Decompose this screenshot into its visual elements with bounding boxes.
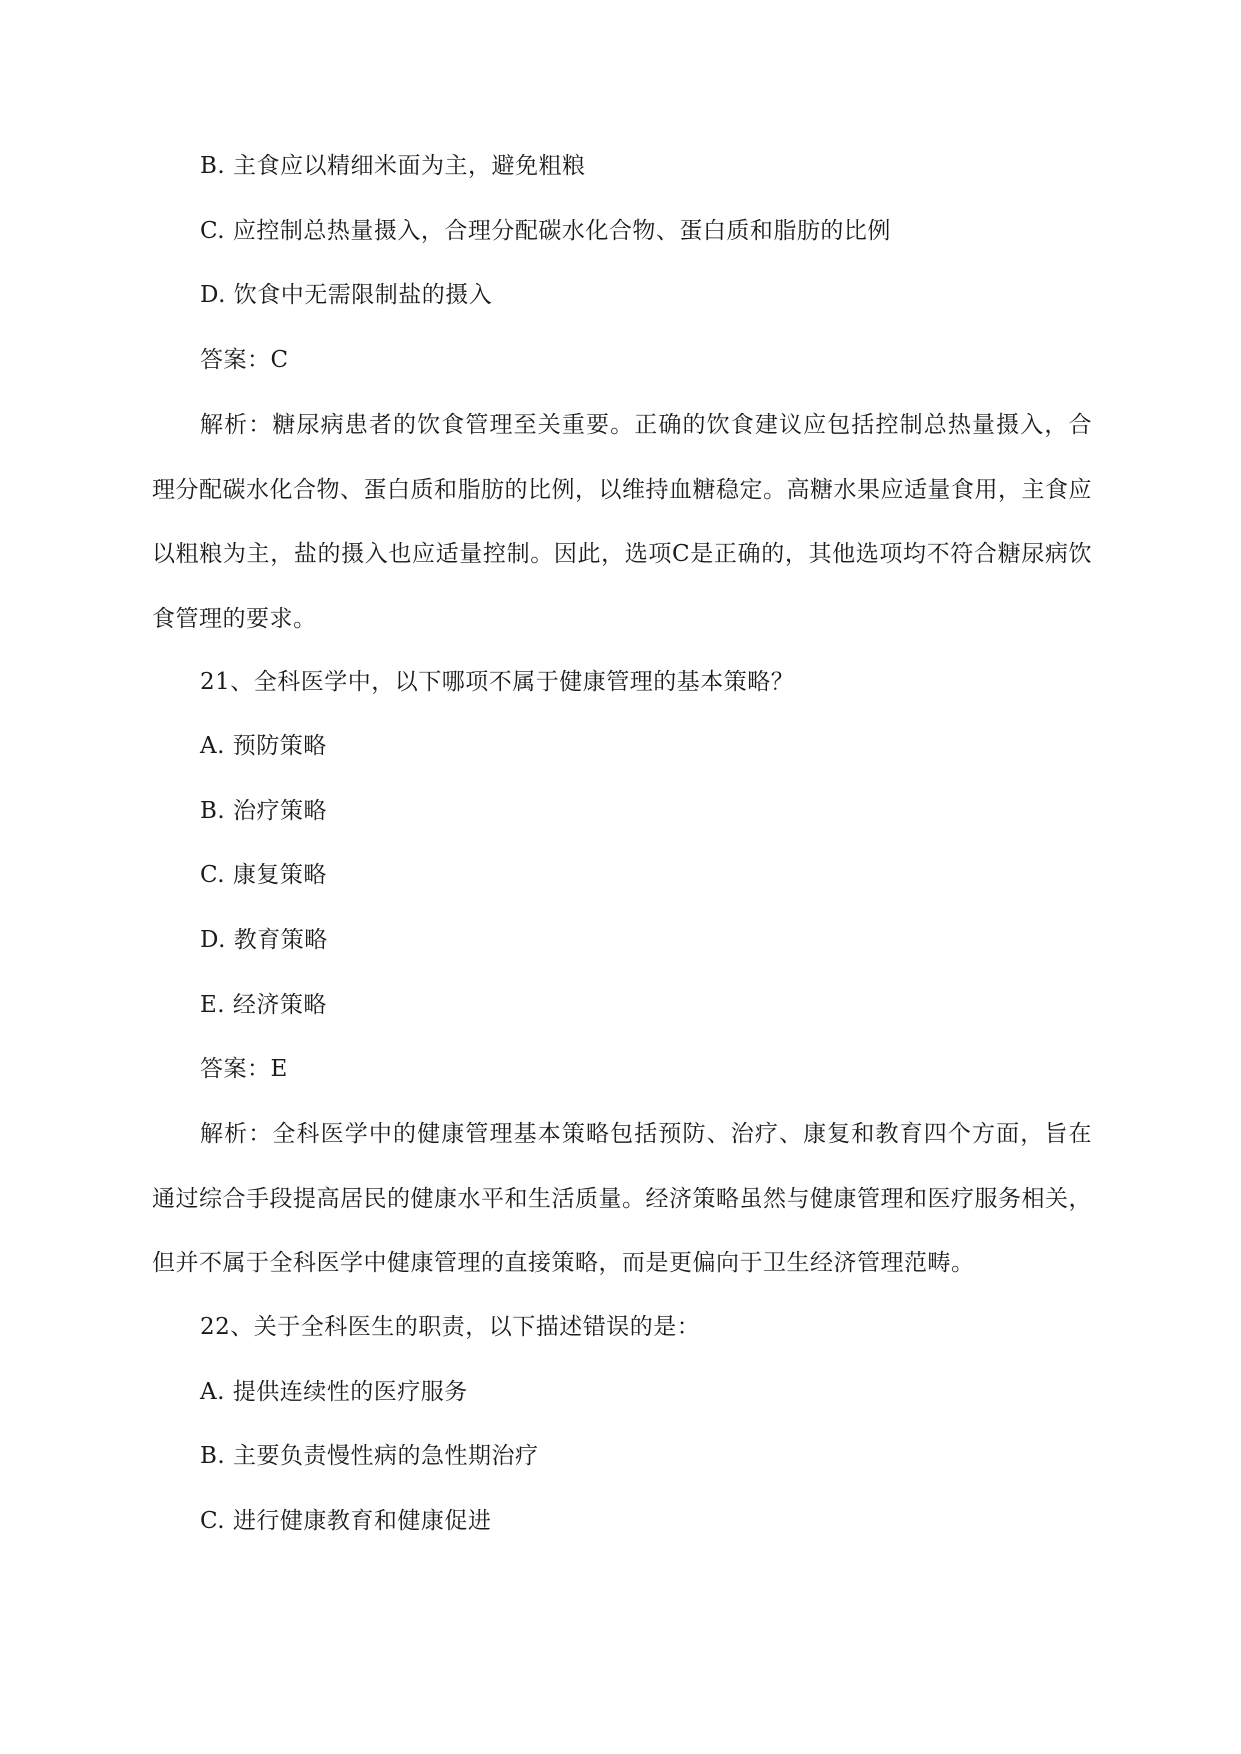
q20-option-d: D. 饮食中无需限制盐的摄入	[200, 282, 493, 308]
q21-answer: 答案：E	[200, 1056, 288, 1082]
q21-analysis: 解析：全科医学中的健康管理基本策略包括预防、治疗、康复和教育四个方面，旨在通过综合手段提高居民的健康水平和生活质量。经济策略虽然与健康管理和医疗服务相关，但并不属于全科医学中健康管理的直接策略，而是更偏向于卫生经济管理范畴。	[152, 1121, 1092, 1276]
q20-option-c: C. 应控制总热量摄入，合理分配碳水化合物、蛋白质和脂肪的比例	[200, 218, 891, 244]
q20-analysis: 解析：糖尿病患者的饮食管理至关重要。正确的饮食建议应包括控制总热量摄入，合理分配碳水化合物、蛋白质和脂肪的比例，以维持血糖稳定。高糖水果应适量食用，主食应以粗粮为主，盐的摄入也应适量控制。因此，选项C是正确的，其他选项均不符合糖尿病饮食管理的要求。	[152, 412, 1092, 632]
q21-option-d: D. 教育策略	[200, 927, 328, 953]
q22-option-b: B. 主要负责慢性病的急性期治疗	[200, 1443, 539, 1469]
q21-option-b: B. 治疗策略	[200, 798, 328, 824]
q22-option-a: A. 提供连续性的医疗服务	[200, 1379, 468, 1405]
q21-question: 21、全科医学中，以下哪项不属于健康管理的基本策略？	[200, 669, 795, 695]
q22-option-c: C. 进行健康教育和健康促进	[200, 1508, 492, 1534]
q22-question: 22、关于全科医生的职责，以下描述错误的是：	[200, 1314, 701, 1340]
q20-option-b: B. 主食应以精细米面为主，避免粗粮	[200, 153, 586, 179]
q21-option-e: E. 经济策略	[200, 992, 327, 1018]
q21-option-a: A. 预防策略	[200, 733, 327, 759]
q21-option-c: C. 康复策略	[200, 862, 327, 888]
q20-answer: 答案：C	[200, 347, 289, 373]
